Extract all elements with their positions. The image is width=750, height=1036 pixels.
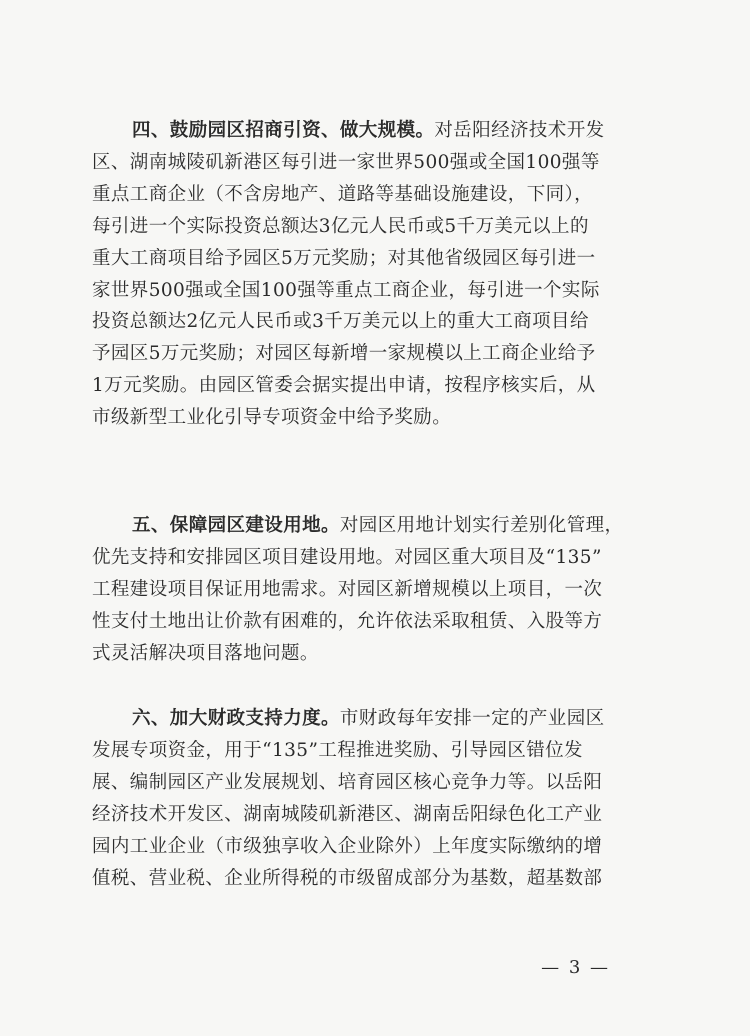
- paragraph-line: 展、编制园区产业发展规划、培育园区核心竞争力等。以岳阳: [92, 771, 603, 793]
- paragraph-line: [92, 703, 647, 735]
- section-4-park-investment: [92, 115, 647, 434]
- paragraph-line: 重点工商企业（不含房地产、道路等基础设施建设，下同），: [92, 183, 594, 205]
- paragraph-line: 工程建设项目保证用地需求。对园区新增规模以上项目，一次: [92, 578, 603, 600]
- paragraph-line: 市级新型工业化引导专项资金中给予奖励。: [92, 407, 452, 429]
- paragraph-line: 1万元奖励。由园区管委会据实提出申请，按程序核实后，从: [92, 375, 596, 397]
- paragraph-line: 经济技术开发区、湖南城陵矶新港区、湖南岳阳绿色化工产业: [92, 803, 603, 825]
- paragraph-line: 区、湖南城陵矶新港区每引进一家世界500强或全国100强等: [92, 151, 600, 173]
- paragraph-line: [92, 510, 647, 542]
- paragraph-line: 式灵活解决项目落地问题。: [92, 642, 319, 664]
- section-heading: 四、鼓励园区招商引资、做大规模。: [132, 120, 435, 141]
- paragraph-text: 对岳阳经济技术开发: [434, 120, 605, 141]
- paragraph-line: 性支付土地出让价款有困难的，允许依法采取租赁、入股等方: [92, 610, 603, 632]
- paragraph-line: 优先支持和安排园区项目建设用地。对园区重大项目及“135”: [92, 546, 602, 568]
- paragraph-line: [92, 115, 647, 147]
- paragraph-line: 家世界500强或全国100强等重点工商企业，每引进一个实际: [92, 279, 600, 301]
- paragraph-line: 发展专项资金，用于“135”工程推进奖励、引导园区错位发: [92, 739, 583, 761]
- section-5-land-use: [92, 510, 647, 670]
- paragraph-line: 投资总额达2亿元人民币或3千万美元以上的重大工商项目给: [92, 311, 589, 333]
- paragraph-text: 市财政每年安排一定的产业园区: [339, 708, 605, 729]
- paragraph-line: 值税、营业税、企业所得税的市级留成部分为基数，超基数部: [92, 867, 603, 889]
- paragraph-line: 每引进一个实际投资总额达3亿元人民币或5千万美元以上的: [92, 215, 589, 237]
- section-heading: 六、加大财政支持力度。: [132, 708, 340, 729]
- paragraph-text: 对园区用地计划实行差别化管理，: [339, 515, 624, 536]
- page-number: — 3 —: [541, 957, 610, 978]
- section-6-fiscal-support: [92, 703, 647, 894]
- paragraph-line: 予园区5万元奖励；对园区每新增一家规模以上工商企业给予: [92, 343, 596, 365]
- paragraph-line: 重大工商项目给予园区5万元奖励；对其他省级园区每引进一: [92, 247, 596, 269]
- paragraph-line: 园内工业企业（市级独享收入企业除外）上年度实际缴纳的增: [92, 835, 603, 857]
- section-heading: 五、保障园区建设用地。: [132, 515, 340, 536]
